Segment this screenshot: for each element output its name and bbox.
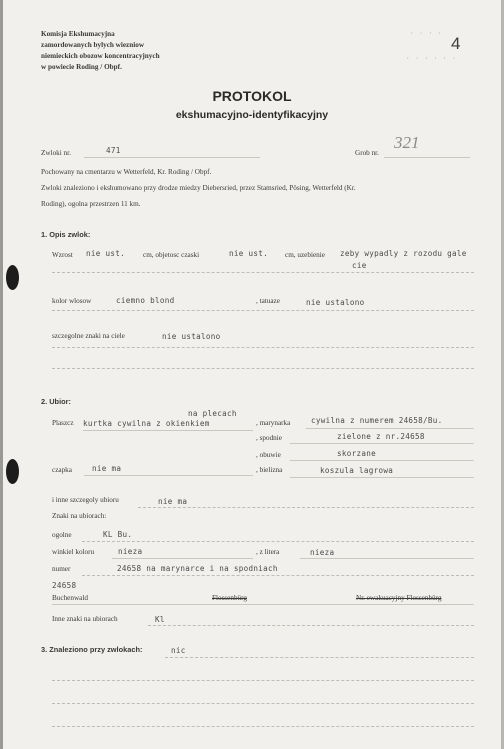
- fill-line: [84, 475, 253, 476]
- flossenburg-label: Flossenbürg: [212, 594, 248, 602]
- fill-line: [52, 726, 474, 727]
- section-heading-opis: 1. Opis zwlok:: [41, 230, 91, 239]
- marynarka-value: cywilna z numerem 24658/Bu.: [311, 416, 443, 425]
- ogolne-value: KL Bu.: [103, 530, 133, 539]
- spodnie-label: , spodnie: [256, 434, 282, 442]
- znaleziono-value: nic: [171, 646, 186, 655]
- inne-znaki-value: Kl: [155, 615, 165, 624]
- fill-line: [52, 310, 474, 311]
- commission-header: [41, 29, 160, 73]
- fill-line: [290, 443, 474, 444]
- page-number: 4: [451, 34, 461, 53]
- plaszcz-label: Plaszcz: [52, 419, 74, 427]
- zwloki-label: Zwloki nr.: [41, 149, 71, 157]
- bielizna-value: koszula lagrowa: [320, 466, 394, 475]
- uzebienie-label: cm, uzebienie: [285, 251, 325, 259]
- obuwie-value: skorzane: [337, 449, 376, 458]
- header-line: w powiecie Roding / Obpf.: [41, 63, 122, 71]
- intro-line: Pochowany na cmentarzu w Wetterfeld, Kr. Roding / Obpf.: [41, 168, 212, 176]
- fill-line: [52, 604, 474, 605]
- fill-line: [52, 703, 474, 704]
- document-subtitle: ekshumacyjno-identyfikacyjny: [175, 109, 329, 121]
- winkiel-value: nieza: [118, 547, 143, 556]
- fill-line: [165, 657, 474, 658]
- litera-value: nieza: [310, 548, 335, 557]
- spodnie-value: zielone z nr.24658: [337, 432, 425, 441]
- fill-line: [290, 460, 474, 461]
- czaszka-value: nie ust.: [229, 249, 268, 258]
- znaki-value: nie ustalono: [162, 332, 221, 341]
- uzebienie-value-cont: cie: [352, 261, 367, 270]
- kolor-value: ciemno blond: [116, 296, 175, 305]
- fill-line: [52, 347, 474, 348]
- litera-label: , z litera: [256, 548, 280, 556]
- fill-line: [52, 368, 474, 369]
- czapka-label: czapka: [52, 466, 72, 474]
- buchenwald-label: Buchenwald: [52, 594, 88, 602]
- ewakuacyjny-label: Nr. ewakuacyjny Flossenbürg: [356, 594, 442, 602]
- znaki-ubior-heading: Znaki na ubiorach:: [52, 512, 107, 520]
- winkiel-label: winkiel koloru: [52, 548, 95, 556]
- inne-label: i inne szczegoly ubioru: [52, 496, 119, 504]
- punch-hole: [6, 459, 19, 484]
- marynarka-label: , marynarka: [256, 419, 291, 427]
- header-line: niemieckich obozow koncentracyjnych: [41, 52, 160, 60]
- obuwie-label: , obuwie: [256, 451, 281, 459]
- tatuaze-label: , tatuaze: [256, 297, 280, 305]
- grob-number: 321: [394, 133, 420, 152]
- header-line: Komisja Ekshumacyjna: [41, 30, 115, 38]
- kolor-label: kolor wlosow: [52, 297, 92, 305]
- czapka-value: nie ma: [92, 464, 122, 473]
- intro-line: Zwloki znaleziono i ekshumowano przy drodze miedzy Diebersried, przez Stamsried, Pösing, Wetterfeld (Kr.: [41, 184, 356, 192]
- section-heading-znaleziono: 3. Znaleziono przy zwlokach:: [41, 645, 143, 654]
- znaki-label: szczegolne znaki na ciele: [52, 332, 125, 340]
- fill-line: [306, 428, 474, 429]
- uzebienie-value: zeby wypadly z rozodu gale: [340, 249, 467, 258]
- fill-line: [83, 430, 253, 431]
- fill-line: [82, 575, 474, 576]
- czaszka-label: cm, objetosc czaski: [143, 251, 200, 259]
- plaszcz-note: na plecach: [188, 409, 237, 418]
- inne-znaki-label: Inne znaki na ubiorach: [52, 615, 118, 623]
- fill-line: [52, 272, 474, 273]
- inne-value: nie ma: [158, 497, 188, 506]
- zwloki-number: 471: [106, 146, 121, 155]
- punch-hole: [6, 265, 19, 290]
- fill-line: [384, 157, 470, 158]
- numer-top: 24658: [52, 581, 77, 590]
- fill-line: [82, 541, 474, 542]
- fill-line: [84, 157, 260, 158]
- plaszcz-value: kurtka cywilna z okienkiem: [83, 419, 210, 428]
- fill-line: [300, 558, 474, 559]
- fill-line: [52, 680, 474, 681]
- dot-marks: · · · · · ·: [406, 55, 457, 62]
- grob-label: Grob nr.: [355, 149, 379, 157]
- wzrost-value: nie ust.: [86, 249, 125, 258]
- header-line: zamordowanych bylych wiezniow: [41, 41, 145, 49]
- intro-line: Roding), ogolna przestrzen 11 km.: [41, 200, 141, 208]
- dot-marks: · · · ·: [410, 30, 443, 37]
- fill-line: [290, 477, 474, 478]
- ogolne-label: ogolne: [52, 531, 72, 539]
- section-heading-ubior: 2. Ubior:: [41, 397, 71, 406]
- numer-value: 24658 na marynarce i na spodniach: [117, 564, 278, 573]
- bielizna-label: , bielizna: [256, 466, 283, 474]
- tatuaze-value: nie ustalono: [306, 298, 365, 307]
- fill-line: [148, 625, 474, 626]
- wzrost-label: Wzrost: [52, 251, 73, 259]
- document-title: PROTOKOL: [212, 88, 292, 104]
- fill-line: [138, 507, 474, 508]
- fill-line: [112, 558, 253, 559]
- numer-label: numer: [52, 565, 71, 573]
